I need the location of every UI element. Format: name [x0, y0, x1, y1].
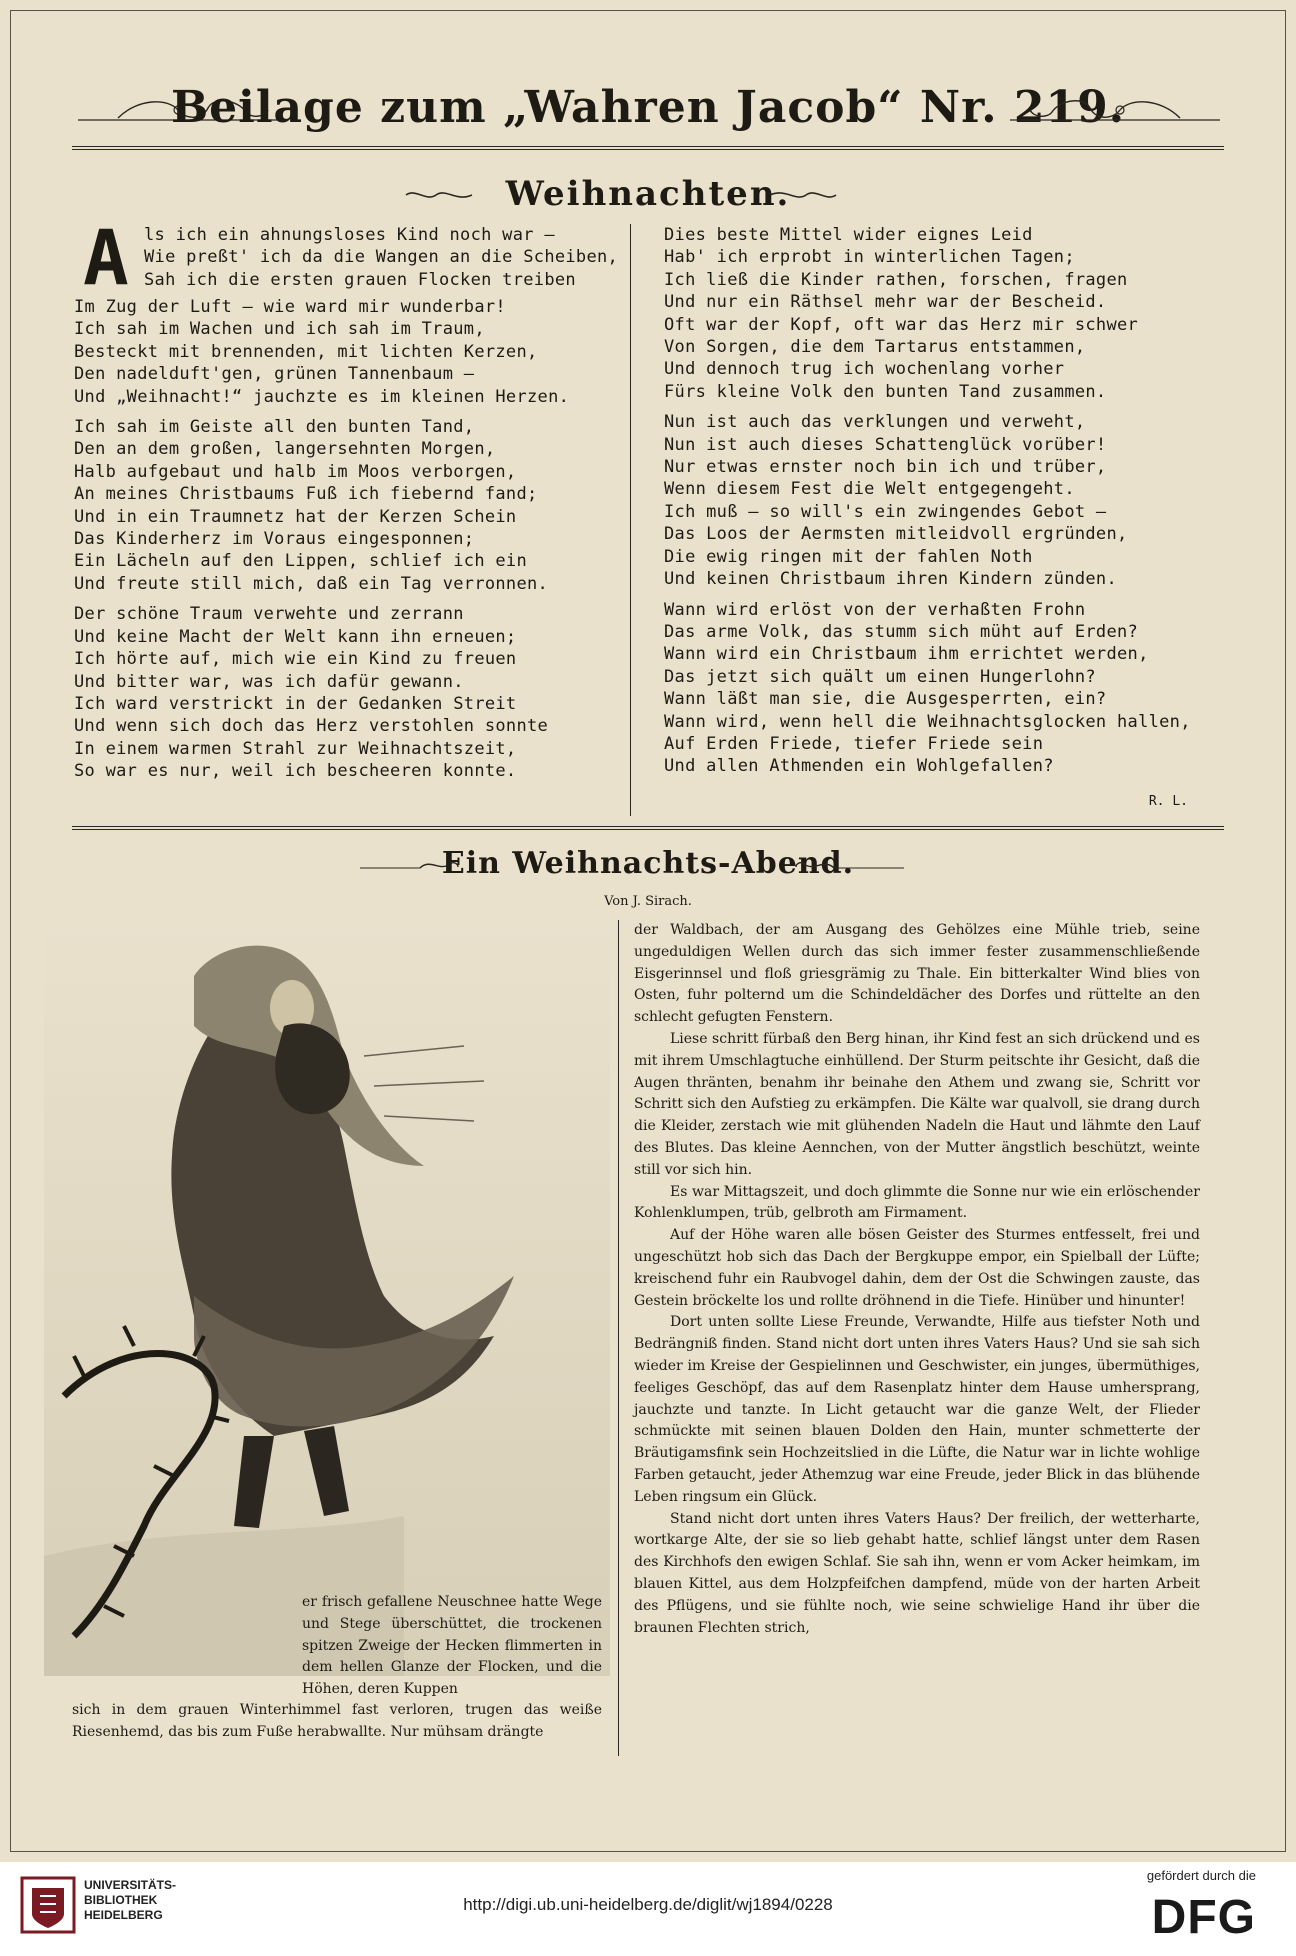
story-byline: Von J. Sirach. [604, 894, 692, 909]
poem-title-ornament-right [768, 188, 838, 202]
poem-line: Dies beste Mittel wider eignes Leid [664, 225, 1033, 245]
poem-line: Und keine Macht der Welt kann ihn erneuen; [74, 626, 517, 647]
permalink-url[interactable]: http://digi.ub.uni-heidelberg.de/diglit/wj1894/0228 [463, 1895, 833, 1914]
story-paragraph: Liese schritt fürbaß den Berg hinan, ihr Kind fest an sich drückend und es mit ihrem Umschlagtuche einhüllend. Der Sturm peitschte ihr Gesicht, daß die Augen thränten, benahm ihr beinahe den Athem und zwang sie, Schritt vor Schritt sich den Aufstieg zu erkämpfen. Die Kälte war qualvoll, sie drang durch die Kleider, zerstach wie mit glühenden Nadeln die Haut und lähmte den Lauf des Blutes. Das kleine Aennchen, von der Mutter ängstlich beschützt, weinte still vor sich hin. [634, 1030, 1200, 1178]
poem-line: Wann wird erlöst von der verhaßten Frohn [664, 599, 1086, 620]
poem-stanza [664, 224, 1184, 403]
poem-line: Und wenn sich doch das Herz verstohlen sonnte [74, 716, 549, 737]
dfg-logo: DFG [1151, 1891, 1256, 1944]
winter-woman-illustration [44, 916, 610, 1676]
poem-line: Wenn diesem Fest die Welt entgegengeht. [664, 479, 1075, 500]
poem-line: Ich sah im Wachen und ich sah im Traum, [74, 319, 485, 340]
poem-stanza [74, 213, 619, 408]
poem-line: Wie preßt' ich da die Wangen an die Scheiben, [144, 247, 619, 268]
poem-line: ls ich ein ahnungsloses Kind noch war — [144, 225, 555, 245]
university-name-line: HEIDELBERG [84, 1908, 163, 1922]
poem-line: Nur etwas ernster noch bin ich und trüber, [664, 457, 1107, 478]
poem-line: Die ewig ringen mit der fahlen Noth [664, 546, 1033, 567]
poem-line: Und keinen Christbaum ihren Kindern zünden. [664, 569, 1117, 590]
poem-line: Ich ließ die Kinder rathen, forschen, fragen [664, 269, 1128, 290]
poem-line: Im Zug der Luft — wie ward mir wunderbar! [74, 297, 506, 317]
poem-line: Ich hörte auf, mich wie ein Kind zu freuen [74, 649, 517, 670]
poem-line: Wann läßt man sie, die Ausgesperrten, ein? [664, 689, 1107, 710]
poem-line: Hab' ich erprobt in winterlichen Tagen; [664, 247, 1075, 268]
poem-line: Ich muß — so will's ein zwingendes Gebot — [664, 501, 1107, 522]
poem-right-column [664, 224, 1191, 786]
story-column-divider [618, 920, 619, 1756]
poem-line: Ich ward verstrickt in der Gedanken Streit [74, 693, 517, 714]
poem-line: Und bitter war, was ich dafür gewann. [74, 671, 464, 692]
poem-stanza [74, 603, 594, 782]
poem-line: Nun ist auch das verklungen und verweht, [664, 412, 1086, 433]
poem-line: Und „Weihnacht!“ jauchzte es im kleinen Herzen. [74, 386, 570, 407]
poem-line: Der schöne Traum verwehte und zerrann [74, 604, 464, 625]
university-name-line: UNIVERSITÄTS- [84, 1878, 177, 1892]
story-left-column-text: sich in dem grauen Winterhimmel fast verloren, trugen das weiße Riesenhemd, das bis zum Fuße herabwallte. Nur mühsam drängte [72, 1702, 602, 1740]
poem-line: Das Loos der Aermsten mitleidvoll ergründen, [664, 524, 1128, 545]
poem-line: Von Sorgen, die dem Tartarus entstammen, [664, 337, 1086, 358]
poem-line: Und nur ein Räthsel mehr war der Bescheid. [664, 292, 1107, 313]
poem-stanza [664, 411, 1184, 590]
poem-title: Weihnachten. [505, 174, 791, 214]
story-paragraph: Dort unten sollte Liese Freunde, Verwandte, Hilfe aus tiefster Noth und Bedrängniß finden. Stand nicht dort unten ihres Vaters Haus? Und sie sah sich wieder im Kreise der Gespielinnen und Geschwister, ein junges, übermüthiges, feeliges Geschöpf, das auf dem Rasenplatz hinter dem Hause umhersprang, jauchzte und tanzte. In Licht getaucht war die ganze Welt, der Flieder schmückte mit seinen blauen Dolden den Hain, munter schmetterte der Bräutigamsfink sein Hochzeitslied in die Lüfte, die Natur war in lichte wohlige Farben getaucht, jeder Athemzug war eine Freude, jeder Blick in das blühende Leben ringsum ein Glück. [634, 1314, 1200, 1505]
poem-line: Und dennoch trug ich wochenlang vorher [664, 359, 1065, 380]
poem-column-divider [630, 224, 631, 816]
header-rule [72, 146, 1224, 150]
story-paragraph: Auf der Höhe waren alle bösen Geister des Sturmes entfesselt, frei und ungeschützt hob sich das Dach der Bergkuppe empor, ein Spielball der Lüfte; kreischend fuhr ein Raubvogel dahin, dem der Ost die Schwingen zauste, das Gestein bröckelte los und rollte dröhnend in die Tiefe. Hinüber und hinunter! [634, 1227, 1200, 1309]
poem-line: Und in ein Traumnetz hat der Kerzen Schein [74, 506, 517, 527]
supplement-title: Beilage zum „Wahren Jacob“ Nr. 219. [170, 82, 1126, 133]
story-opening-text: er frisch gefallene Neuschnee hatte Wege und Stege überschüttet, die trockenen spitzen Zweige der Hecken flimmerten in dem hellen Glanze der Flocken, und die Höhen, deren Kuppen [302, 1594, 602, 1698]
poem-line: Ein Lächeln auf den Lippen, schlief ich ein [74, 551, 527, 572]
story-title-ornament-right [794, 858, 904, 872]
poem-line: Fürs kleine Volk den bunten Tand zusammen. [664, 381, 1107, 402]
story-paragraph: Es war Mittagszeit, und doch glimmte die Sonne nur wie ein erlöschender Kohlenklumpen, trüb, gelbroth am Firmament. [634, 1183, 1200, 1222]
poem-line: Das Kinderherz im Voraus eingesponnen; [74, 529, 475, 550]
poem-line: Wann wird ein Christbaum ihm errichtet werden, [664, 644, 1149, 665]
poem-line: Wann wird, wenn hell die Weihnachtsglocken hallen, [664, 711, 1191, 732]
poem-line: Besteckt mit brennenden, mit lichten Kerzen, [74, 341, 538, 362]
poem-line: Den nadelduft'gen, grünen Tannenbaum — [74, 364, 475, 385]
poem-line: So war es nur, weil ich bescheeren konnte. [74, 761, 517, 782]
story-paragraph: der Waldbach, der am Ausgang des Gehölzes eine Mühle trieb, seine ungeduldigen Wellen durch das sich immer fester zusammenschließende Eisgerinnsel und floß griesgrämig zu Thale. Ein bitterkalter Wind blies von Osten, fuhr polternd um die Schindeldächer des Dorfes und rüttelte an den schlecht gefugten Fenstern. [634, 922, 1200, 1026]
poem-line: Halb aufgebaut und halb im Moos verborgen, [74, 461, 517, 482]
header-ornament-right [1010, 92, 1220, 128]
poem-line: Und allen Athmenden ein Wohlgefallen? [664, 756, 1054, 777]
poem-line: In einem warmen Strahl zur Weihnachtszeit, [74, 738, 517, 759]
poem-line: Oft war der Kopf, oft war das Herz mir schwer [664, 314, 1139, 335]
poem-line: Das arme Volk, das stumm sich müht auf Erden? [664, 621, 1139, 642]
poem-line: Nun ist auch dieses Schattenglück vorüber! [664, 434, 1107, 455]
poem-line: Ich sah im Geiste all den bunten Tand, [74, 417, 475, 438]
poem-line: An meines Christbaums Fuß ich fiebernd fand; [74, 484, 538, 505]
story-title: Ein Weihnachts-Abend. [441, 846, 855, 881]
poem-line: Den an dem großen, langersehnten Morgen, [74, 439, 496, 460]
story-right-column [634, 920, 1200, 1639]
story-paragraph: Stand nicht dort unten ihres Vaters Haus? Der freilich, der wetterharte, wortkarge Alte, der sie so lieb gehabt hatte, schlief längst unter dem Rasen des Kirchhofs den ewigen Schlaf. Sie sah ihn, wenn er vom Acker heimkam, im blauen Kittel, aus dem Holzpfeifchen dampfend, müde von der harten Arbeit des Pflügens, und sie fühlte noch, wie seine schwielige Hand ihr über die braunen Flechten strich, [634, 1510, 1200, 1636]
poem-line: Und freute still mich, daß ein Tag verronnen. [74, 573, 549, 594]
poem-line: Auf Erden Friede, tiefer Friede sein [664, 733, 1044, 754]
poem-drop-initial: A [82, 213, 130, 302]
poem-signature: R. L. [1148, 794, 1188, 809]
poem-left-column [74, 213, 619, 791]
poem-line: Sah ich die ersten grauen Flocken treiben [144, 269, 576, 290]
poem-stanza [74, 416, 594, 595]
poem-stanza [664, 599, 1191, 778]
section-rule [72, 826, 1224, 830]
funder-caption: gefördert durch die [1146, 1868, 1256, 1883]
poem-line: Das jetzt sich quält um einen Hungerlohn? [664, 666, 1096, 687]
university-name-line: BIBLIOTHEK [84, 1893, 158, 1907]
